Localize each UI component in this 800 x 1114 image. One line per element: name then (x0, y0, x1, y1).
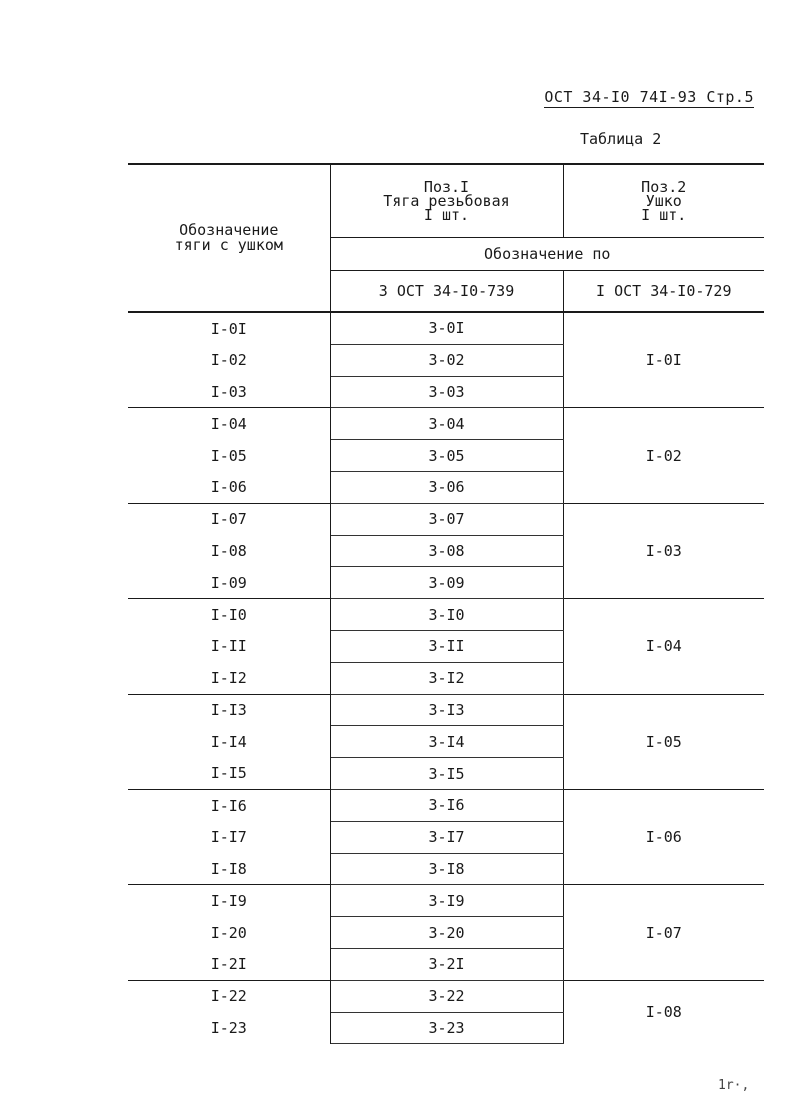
threaded-rod-designation: 3-I5 (330, 758, 563, 790)
table-row (128, 503, 764, 535)
col3-header-line-3: I шт. (641, 206, 687, 224)
rod-with-ear-designation: I-0I (128, 312, 330, 344)
rod-with-ear-designation: I-2I (128, 948, 330, 980)
col3-header (563, 164, 764, 238)
rod-with-ear-designation: I-06 (128, 471, 330, 503)
table-body (128, 312, 764, 1044)
table-row (128, 408, 764, 440)
threaded-rod-designation: 3-22 (330, 980, 563, 1012)
rod-with-ear-designation: I-03 (128, 376, 330, 408)
rod-with-ear-designation: I-05 (128, 440, 330, 472)
rod-with-ear-designation: I-09 (128, 567, 330, 599)
threaded-rod-designation: 3-2I (330, 948, 563, 980)
rod-with-ear-designation: I-I9 (128, 885, 330, 917)
rod-with-ear-designation: I-20 (128, 917, 330, 949)
threaded-rod-designation: 3-09 (330, 567, 563, 599)
ear-designation: I-05 (563, 694, 764, 789)
rod-with-ear-designation: I-I2 (128, 662, 330, 694)
col1-header-line-2: тяги с ушком (174, 236, 283, 254)
ear-designation: I-02 (563, 408, 764, 503)
rod-with-ear-designation: I-II (128, 630, 330, 662)
ear-designation: I-04 (563, 599, 764, 694)
table-row (128, 789, 764, 821)
col2-header (330, 164, 563, 238)
handwritten-mark: 1r·, (718, 1078, 750, 1093)
threaded-rod-designation: 3-I7 (330, 821, 563, 853)
ear-designation: I-03 (563, 503, 764, 598)
rod-with-ear-designation: I-22 (128, 980, 330, 1012)
threaded-rod-designation: 3-I2 (330, 662, 563, 694)
table-row (128, 885, 764, 917)
table-caption: Таблица 2 (580, 130, 662, 148)
rod-with-ear-designation: I-I8 (128, 853, 330, 885)
rod-with-ear-designation: I-I0 (128, 599, 330, 631)
col2-standard-code: 3 ОСТ 34-I0-739 (330, 271, 563, 313)
table-row (128, 599, 764, 631)
threaded-rod-designation: 3-08 (330, 535, 563, 567)
col2-header-line-3: I шт. (423, 206, 470, 224)
col3-header-line-1: Поз.2 (641, 178, 687, 196)
threaded-rod-designation: 3-20 (330, 917, 563, 949)
threaded-rod-designation: 3-I0 (330, 599, 563, 631)
threaded-rod-designation: 3-II (330, 630, 563, 662)
threaded-rod-designation: 3-02 (330, 344, 563, 376)
col1-header (128, 164, 330, 312)
threaded-rod-designation: 3-05 (330, 440, 563, 472)
table-row (128, 980, 764, 1012)
rod-with-ear-designation: I-I6 (128, 789, 330, 821)
rod-with-ear-designation: I-08 (128, 535, 330, 567)
threaded-rod-designation: 3-0I (330, 312, 563, 344)
threaded-rod-designation: 3-I3 (330, 694, 563, 726)
col3-header-line-2: Ушко (645, 192, 682, 210)
threaded-rod-designation: 3-I4 (330, 726, 563, 758)
threaded-rod-designation: 3-23 (330, 1012, 563, 1044)
threaded-rod-designation: 3-I6 (330, 789, 563, 821)
threaded-rod-designation: 3-I8 (330, 853, 563, 885)
col3-standard-code: I ОСТ 34-I0-729 (596, 282, 732, 300)
threaded-rod-designation: 3-06 (330, 471, 563, 503)
designation-subheader: Обозначение по (330, 238, 764, 271)
threaded-rod-designation: 3-04 (330, 408, 563, 440)
rod-with-ear-designation: I-07 (128, 503, 330, 535)
rod-with-ear-designation: I-02 (128, 344, 330, 376)
col2-header-line-2: Тяга резьбовая (383, 192, 510, 210)
rod-with-ear-designation: I-I7 (128, 821, 330, 853)
rod-with-ear-designation: I-04 (128, 408, 330, 440)
ear-designation: I-07 (563, 885, 764, 980)
table-row (128, 694, 764, 726)
rod-with-ear-designation: I-I5 (128, 758, 330, 790)
rod-with-ear-designation: I-23 (128, 1012, 330, 1044)
threaded-rod-designation: 3-I9 (330, 885, 563, 917)
document-reference: ОСТ 34-I0 74I-93 Стр.5 (544, 88, 754, 106)
ear-designation: I-06 (563, 789, 764, 884)
rod-with-ear-designation: I-I3 (128, 694, 330, 726)
threaded-rod-designation: 3-03 (330, 376, 563, 408)
threaded-rod-designation: 3-07 (330, 503, 563, 535)
col1-header-line-1: Обозначение (179, 221, 279, 239)
ear-designation: I-08 (563, 980, 764, 1044)
specification-table (128, 163, 764, 1044)
rod-with-ear-designation: I-I4 (128, 726, 330, 758)
table-row (128, 312, 764, 344)
col2-header-line-1: Поз.I (423, 178, 470, 196)
ear-designation: I-0I (563, 312, 764, 408)
